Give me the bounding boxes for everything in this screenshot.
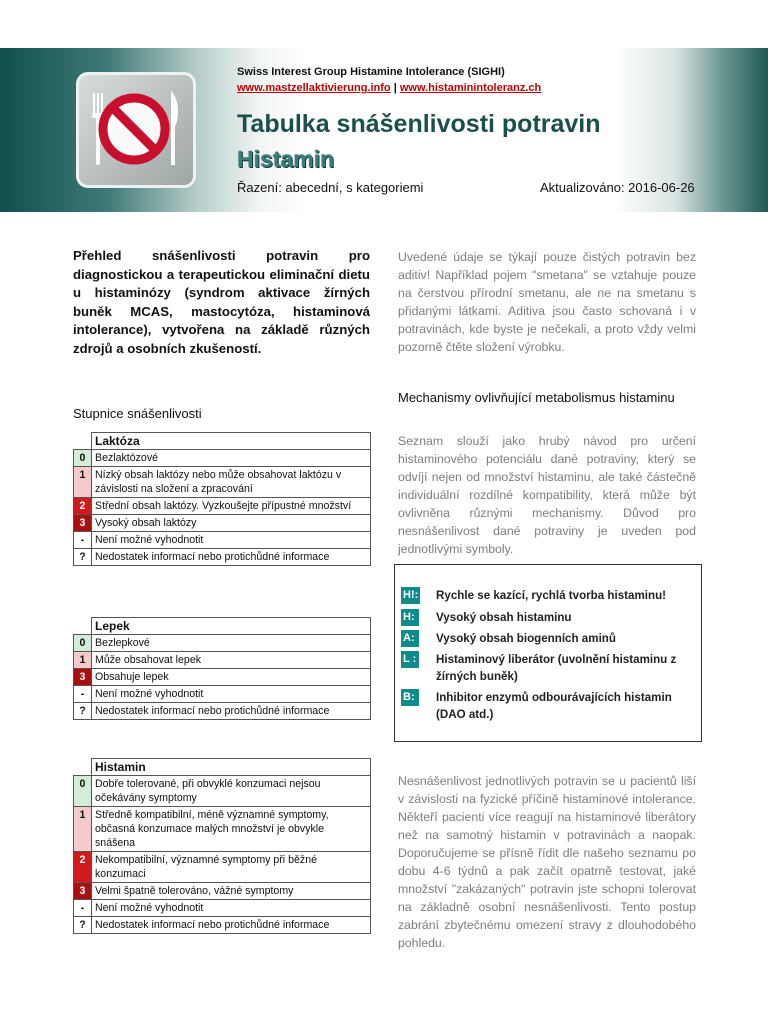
table-row xyxy=(74,852,371,883)
legend-text: Inhibitor enzymů odbourávajících histamin (DAO atd.) xyxy=(436,691,672,721)
legend-symbol: A: xyxy=(401,630,419,647)
legend-text: Vysoký obsah histaminu xyxy=(436,611,572,624)
level-code: ? xyxy=(74,703,92,720)
level-description: Středně kompatibilní, méně významné symptomy, občasná konzumace malých množství je obvykle snášena xyxy=(92,807,371,852)
link-mastzellaktivierung[interactable]: www.mastzellaktivierung.info xyxy=(237,82,391,94)
level-code: - xyxy=(74,900,92,917)
legend-symbol: B: xyxy=(401,689,419,706)
lactose-table xyxy=(73,432,371,566)
level-description: Nedostatek informací nebo protichůdné informace xyxy=(92,917,371,934)
table-row xyxy=(74,917,371,934)
legend-text: Vysoký obsah biogenních aminů xyxy=(436,632,616,645)
level-code: ? xyxy=(74,917,92,934)
level-description: Nekompatibilní, významné symptomy při běžné konzumaci xyxy=(92,852,371,883)
table-row xyxy=(74,467,371,498)
table-row xyxy=(74,652,371,669)
page-subtitle: Histamin xyxy=(237,146,335,172)
level-description: Dobře tolerované, při obvyklé konzumaci nejsou očekávány symptomy xyxy=(92,776,371,807)
histamine-table-title: Histamin xyxy=(92,759,371,776)
level-description: Bezlepkové xyxy=(92,635,371,652)
level-code: 0 xyxy=(74,635,92,652)
level-code: 1 xyxy=(74,467,92,498)
level-description: Není možné vyhodnotit xyxy=(92,686,371,703)
gluten-table-title: Lepek xyxy=(92,618,371,635)
additives-note: Uvedené údaje se týkají pouze čistých potravin bez aditiv! Například pojem "smetana" se vztahuje pouze na čerstvou přírodní smetanu, ale ne na smetanu s přidanými látkami. Aditiva jsou často schovaná i v potravinách, kde byste je nečekali, a proto vždy velmi pozorně čtěte složení výrobku. xyxy=(398,250,696,354)
level-description: Vysoký obsah laktózy xyxy=(92,515,371,532)
page-title: Tabulka snášenlivosti potravin xyxy=(237,110,601,138)
level-code: 1 xyxy=(74,652,92,669)
level-code: 2 xyxy=(74,852,92,883)
link-histaminintoleranz[interactable]: www.histaminintoleranz.ch xyxy=(399,82,542,94)
level-description: Není možné vyhodnotit xyxy=(92,900,371,917)
table-row xyxy=(74,549,371,566)
table-row xyxy=(74,450,371,467)
legend-text: Rychle se kazící, rychlá tvorba histaminu! xyxy=(436,589,667,602)
level-description: Nedostatek informací nebo protichůdné informace xyxy=(92,549,371,566)
no-food-logo xyxy=(76,72,196,188)
header-links xyxy=(237,82,541,94)
mechanisms-text: Seznam slouží jako hrubý návod pro určení histaminového potenciálu dané potraviny, který se odvíjí nejen od množství histaminu, ale také částečně individuální rozdílné kompatibility, která může být ovlivněna různými mechanismy. Důvod pro nesnášenlivost dané potraviny je uveden pod jednotlivými symboly. xyxy=(398,434,696,556)
level-description: Velmi špatně tolerováno, vážné symptomy xyxy=(92,883,371,900)
sorting-info: Řazení: abecední, s kategoriemi xyxy=(237,180,424,195)
level-description: Bezlaktózové xyxy=(92,450,371,467)
level-code: 0 xyxy=(74,776,92,807)
table-row xyxy=(74,686,371,703)
intro-paragraph: Přehled snášenlivosti potravin pro diagnostickou a terapeutickou eliminační dietu u histaminózy (syndrom aktivace žírných buněk MCAS, mastocytóza, histaminová intolerance), vytvořena na základě různých zdrojů a osobních zkušeností. xyxy=(73,248,370,356)
legend-text: Histaminový liberátor (uvolnění histaminu z žírných buněk) xyxy=(436,653,677,683)
level-code: 1 xyxy=(74,807,92,852)
level-description: Nedostatek informací nebo protichůdné informace xyxy=(92,703,371,720)
level-code: 3 xyxy=(74,669,92,686)
level-description: Může obsahovat lepek xyxy=(92,652,371,669)
table-row xyxy=(74,635,371,652)
symbol-legend xyxy=(394,564,702,742)
table-row xyxy=(74,532,371,549)
level-code: 2 xyxy=(74,498,92,515)
level-code: ? xyxy=(74,549,92,566)
level-description: Není možné vyhodnotit xyxy=(92,532,371,549)
mechanisms-heading: Mechanismy ovlivňující metabolismus histaminu xyxy=(398,390,675,405)
table-row xyxy=(74,669,371,686)
update-date: Aktualizováno: 2016-06-26 xyxy=(540,180,695,195)
level-code: - xyxy=(74,532,92,549)
gluten-table xyxy=(73,617,371,720)
table-row xyxy=(74,776,371,807)
lactose-table-title: Laktóza xyxy=(92,433,371,450)
testing-advice: Nesnášenlivost jednotlivých potravin se u pacientů liší v závislosti na fyzické příčině histaminové intolerance. Někteří pacienti více reagují na histaminové liberátory než na samotný histamin v potravinách a naopak. Doporučujeme se přísně řídit dle našeho seznamu po dobu 4-6 týdnů a pak začít opatrně testovat, jaké množství "zakázaných" potravin jste schopni tolerovat na základně osobní nesnášenlivosti. Tento postup zabrání zbytečnému omezení stravy z dlouhodobého pohledu. xyxy=(398,774,696,950)
legend-symbol: H: xyxy=(401,609,419,626)
level-description: Nízký obsah laktózy nebo může obsahovat laktózu v závislosti na složení a zpracování xyxy=(92,467,371,498)
table-row xyxy=(74,883,371,900)
table-row xyxy=(74,498,371,515)
knife-icon xyxy=(171,91,178,165)
legend-symbol: L : xyxy=(401,651,419,668)
organization-name: Swiss Interest Group Histamine Intolerance (SIGHI) xyxy=(237,66,505,78)
level-code: - xyxy=(74,686,92,703)
level-description: Střední obsah laktózy. Vyzkoušejte přípustné množství xyxy=(92,498,371,515)
table-row xyxy=(74,900,371,917)
table-row xyxy=(74,807,371,852)
scale-heading: Stupnice snášenlivosti xyxy=(73,406,202,421)
legend-symbol: H!: xyxy=(401,587,420,604)
level-code: 3 xyxy=(74,515,92,532)
link-separator: | xyxy=(393,82,397,94)
table-row xyxy=(74,703,371,720)
table-row xyxy=(74,515,371,532)
level-code: 3 xyxy=(74,883,92,900)
level-code: 0 xyxy=(74,450,92,467)
level-description: Obsahuje lepek xyxy=(92,669,371,686)
histamine-table xyxy=(73,758,371,934)
no-food-icon xyxy=(79,75,193,185)
